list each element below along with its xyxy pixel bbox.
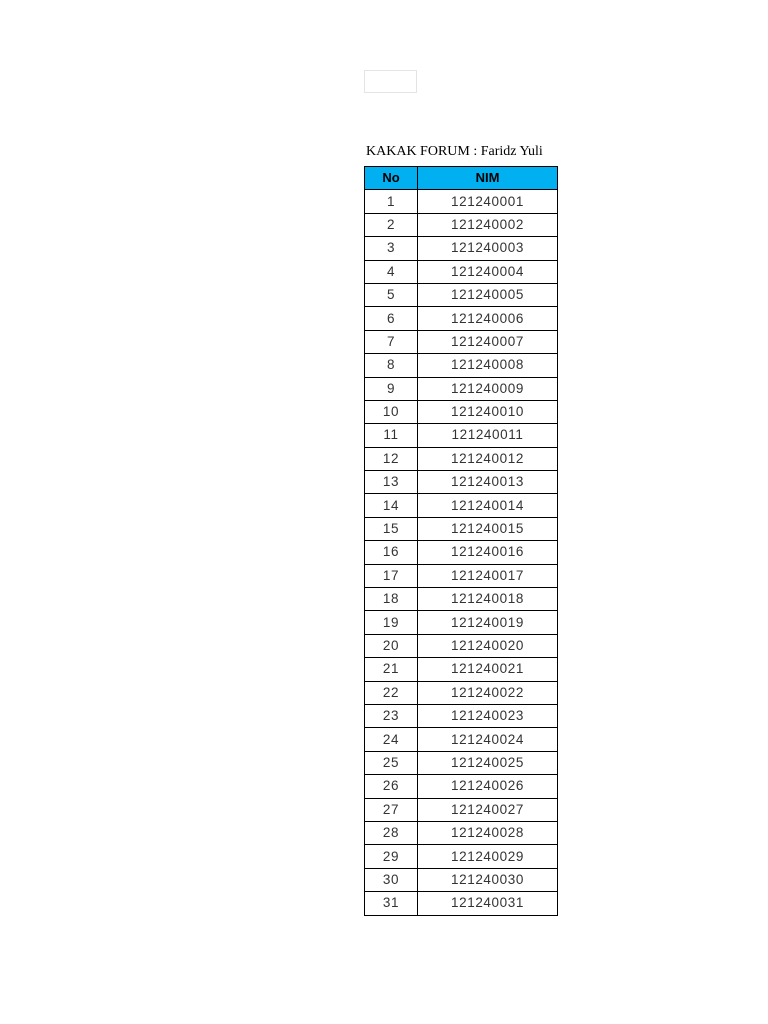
cell-nim: 121240005: [418, 283, 558, 306]
table-row: [365, 845, 558, 868]
cell-nim: 121240029: [418, 845, 558, 868]
table-row: [365, 190, 558, 213]
cell-nim: 121240030: [418, 868, 558, 891]
cell-nim: 121240015: [418, 517, 558, 540]
nim-table: [364, 166, 558, 916]
sheet-title: KAKAK FORUM : Faridz Yuli: [366, 144, 543, 159]
cell-nim: 121240024: [418, 728, 558, 751]
table-row: [365, 658, 558, 681]
header-no: No: [365, 167, 418, 190]
cell-nim: 121240031: [418, 892, 558, 915]
cell-nim: 121240007: [418, 330, 558, 353]
table-row: [365, 634, 558, 657]
cell-nim: 121240023: [418, 704, 558, 727]
cell-no: 6: [365, 307, 418, 330]
cell-no: 31: [365, 892, 418, 915]
cell-no: 25: [365, 751, 418, 774]
cell-no: 11: [365, 424, 418, 447]
table-row: [365, 704, 558, 727]
table-row: [365, 260, 558, 283]
table-row: [365, 751, 558, 774]
empty-cell: [364, 70, 417, 93]
table-row: [365, 424, 558, 447]
cell-no: 9: [365, 377, 418, 400]
cell-nim: 121240014: [418, 494, 558, 517]
table-row: [365, 728, 558, 751]
cell-no: 20: [365, 634, 418, 657]
cell-no: 13: [365, 471, 418, 494]
cell-no: 24: [365, 728, 418, 751]
cell-nim: 121240019: [418, 611, 558, 634]
table-row: [365, 541, 558, 564]
cell-no: 27: [365, 798, 418, 821]
cell-nim: 121240022: [418, 681, 558, 704]
table-row: [365, 821, 558, 844]
cell-no: 10: [365, 400, 418, 423]
cell-nim: 121240025: [418, 751, 558, 774]
table-body: [365, 190, 558, 915]
cell-no: 2: [365, 213, 418, 236]
table-row: [365, 775, 558, 798]
table-row: [365, 868, 558, 891]
cell-no: 14: [365, 494, 418, 517]
cell-nim: 121240001: [418, 190, 558, 213]
table-row: [365, 400, 558, 423]
cell-nim: 121240012: [418, 447, 558, 470]
table-row: [365, 330, 558, 353]
table-row: [365, 564, 558, 587]
table-row: [365, 798, 558, 821]
cell-no: 1: [365, 190, 418, 213]
cell-nim: 121240004: [418, 260, 558, 283]
cell-nim: 121240021: [418, 658, 558, 681]
cell-no: 18: [365, 588, 418, 611]
cell-nim: 121240003: [418, 237, 558, 260]
table-row: [365, 517, 558, 540]
cell-nim: 121240002: [418, 213, 558, 236]
cell-nim: 121240011: [418, 424, 558, 447]
cell-no: 22: [365, 681, 418, 704]
table-row: [365, 447, 558, 470]
cell-no: 16: [365, 541, 418, 564]
cell-no: 26: [365, 775, 418, 798]
table-row: [365, 307, 558, 330]
table-row: [365, 237, 558, 260]
cell-nim: 121240010: [418, 400, 558, 423]
cell-no: 21: [365, 658, 418, 681]
cell-nim: 121240013: [418, 471, 558, 494]
header-nim: NIM: [418, 167, 558, 190]
table-row: [365, 471, 558, 494]
table-row: [365, 681, 558, 704]
cell-no: 28: [365, 821, 418, 844]
cell-no: 17: [365, 564, 418, 587]
cell-no: 8: [365, 354, 418, 377]
cell-no: 29: [365, 845, 418, 868]
cell-no: 7: [365, 330, 418, 353]
cell-nim: 121240018: [418, 588, 558, 611]
cell-no: 12: [365, 447, 418, 470]
table-row: [365, 354, 558, 377]
cell-nim: 121240006: [418, 307, 558, 330]
cell-no: 19: [365, 611, 418, 634]
table-row: [365, 892, 558, 915]
cell-no: 4: [365, 260, 418, 283]
table-row: [365, 377, 558, 400]
cell-nim: 121240028: [418, 821, 558, 844]
cell-no: 15: [365, 517, 418, 540]
table-row: [365, 611, 558, 634]
cell-nim: 121240016: [418, 541, 558, 564]
cell-nim: 121240017: [418, 564, 558, 587]
cell-nim: 121240009: [418, 377, 558, 400]
cell-no: 30: [365, 868, 418, 891]
table-row: [365, 213, 558, 236]
table-row: [365, 588, 558, 611]
cell-no: 3: [365, 237, 418, 260]
cell-no: 23: [365, 704, 418, 727]
cell-nim: 121240027: [418, 798, 558, 821]
cell-nim: 121240026: [418, 775, 558, 798]
cell-nim: 121240008: [418, 354, 558, 377]
table-row: [365, 494, 558, 517]
table-row: [365, 283, 558, 306]
table-header-row: [365, 167, 558, 190]
cell-nim: 121240020: [418, 634, 558, 657]
cell-no: 5: [365, 283, 418, 306]
